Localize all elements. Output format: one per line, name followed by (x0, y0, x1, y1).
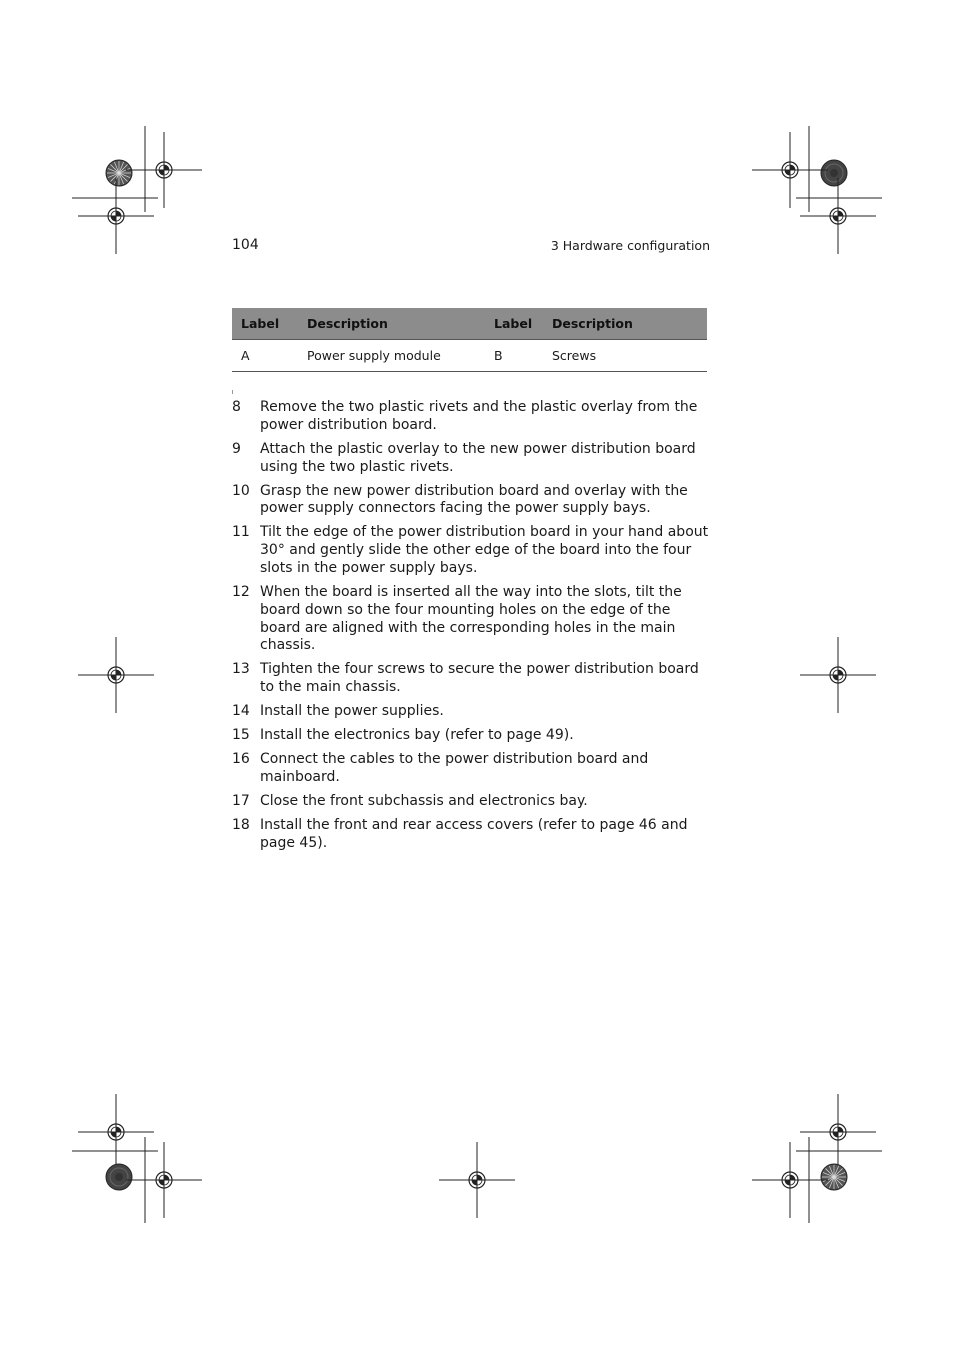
step-text: Grasp the new power distribution board and overlay with the power supply connectors facing the power supply bays. (260, 482, 688, 517)
step-number: 17 (232, 792, 250, 809)
starburst-target-icon (106, 160, 132, 186)
header-description-2: Description (543, 308, 707, 340)
step-number: 13 (232, 661, 250, 678)
list-item (232, 817, 712, 853)
registration-crosshair-icon (439, 1142, 515, 1218)
cell-label: B (485, 340, 543, 372)
list-item (232, 399, 712, 435)
step-text: Tighten the four screws to secure the power distribution board to the main chassis. (260, 661, 699, 696)
step-number: 14 (232, 703, 250, 720)
step-number: 8 (232, 399, 241, 415)
registration-crosshair-icon (800, 178, 876, 254)
step-number: 9 (232, 440, 241, 457)
starburst-target-icon (106, 1164, 132, 1190)
list-item (232, 703, 712, 721)
table-row (232, 340, 707, 372)
starburst-target-icon (821, 1164, 847, 1190)
caption-marker (232, 390, 233, 394)
registration-crosshair-icon (752, 1142, 828, 1218)
step-text: Install the power supplies. (260, 703, 444, 720)
list-item (232, 751, 712, 787)
procedure-steps (232, 399, 712, 859)
registration-crosshair-icon (800, 1094, 876, 1170)
registration-crosshair-icon (78, 1094, 154, 1170)
step-text: Connect the cables to the power distribution board and mainboard. (260, 751, 649, 785)
step-text: Close the front subchassis and electronics bay. (260, 792, 588, 809)
step-number: 12 (232, 583, 250, 600)
list-item (232, 524, 712, 577)
page-number: 104 (232, 237, 259, 253)
step-text: Attach the plastic overlay to the new power distribution board using the two plastic rivets. (260, 440, 696, 475)
list-item (232, 483, 712, 519)
cell-description: Screws (543, 340, 707, 372)
table-header-row (232, 308, 707, 340)
cell-description: Power supply module (298, 340, 485, 372)
starburst-target-icon (821, 160, 847, 186)
step-number: 11 (232, 524, 250, 541)
step-text: Install the electronics bay (refer to page 49). (260, 727, 574, 744)
registration-crosshair-icon (800, 637, 876, 713)
registration-crosshair-icon (78, 178, 154, 254)
list-item (232, 793, 712, 811)
header-label-2: Label (485, 308, 543, 340)
registration-crosshair-icon (126, 132, 202, 208)
step-number: 10 (232, 482, 250, 499)
list-item (232, 441, 712, 477)
header-label-1: Label (232, 308, 298, 340)
list-item (232, 727, 712, 745)
list-item (232, 584, 712, 655)
list-item (232, 661, 712, 697)
header-description-1: Description (298, 308, 485, 340)
parts-table (232, 308, 707, 372)
step-text: Remove the two plastic rivets and the plastic overlay from the power distribution board. (260, 399, 698, 433)
registration-crosshair-icon (126, 1142, 202, 1218)
registration-crosshair-icon (78, 637, 154, 713)
cell-label: A (232, 340, 298, 372)
step-number: 18 (232, 816, 250, 833)
step-text: When the board is inserted all the way into the slots, tilt the board down so the four mounting holes on the edge of the board are aligned with the corresponding holes in the main chassis. (260, 583, 682, 654)
step-text: Install the front and rear access covers (refer to page 46 and page 45). (260, 816, 688, 851)
step-text: Tilt the edge of the power distribution board in your hand about 30° and gently slide the other edge of the board into the four slots in the power supply bays. (260, 524, 709, 576)
running-head: 3 Hardware configuration (550, 238, 710, 253)
registration-crosshair-icon (752, 132, 828, 208)
step-number: 15 (232, 727, 250, 744)
step-number: 16 (232, 751, 250, 768)
